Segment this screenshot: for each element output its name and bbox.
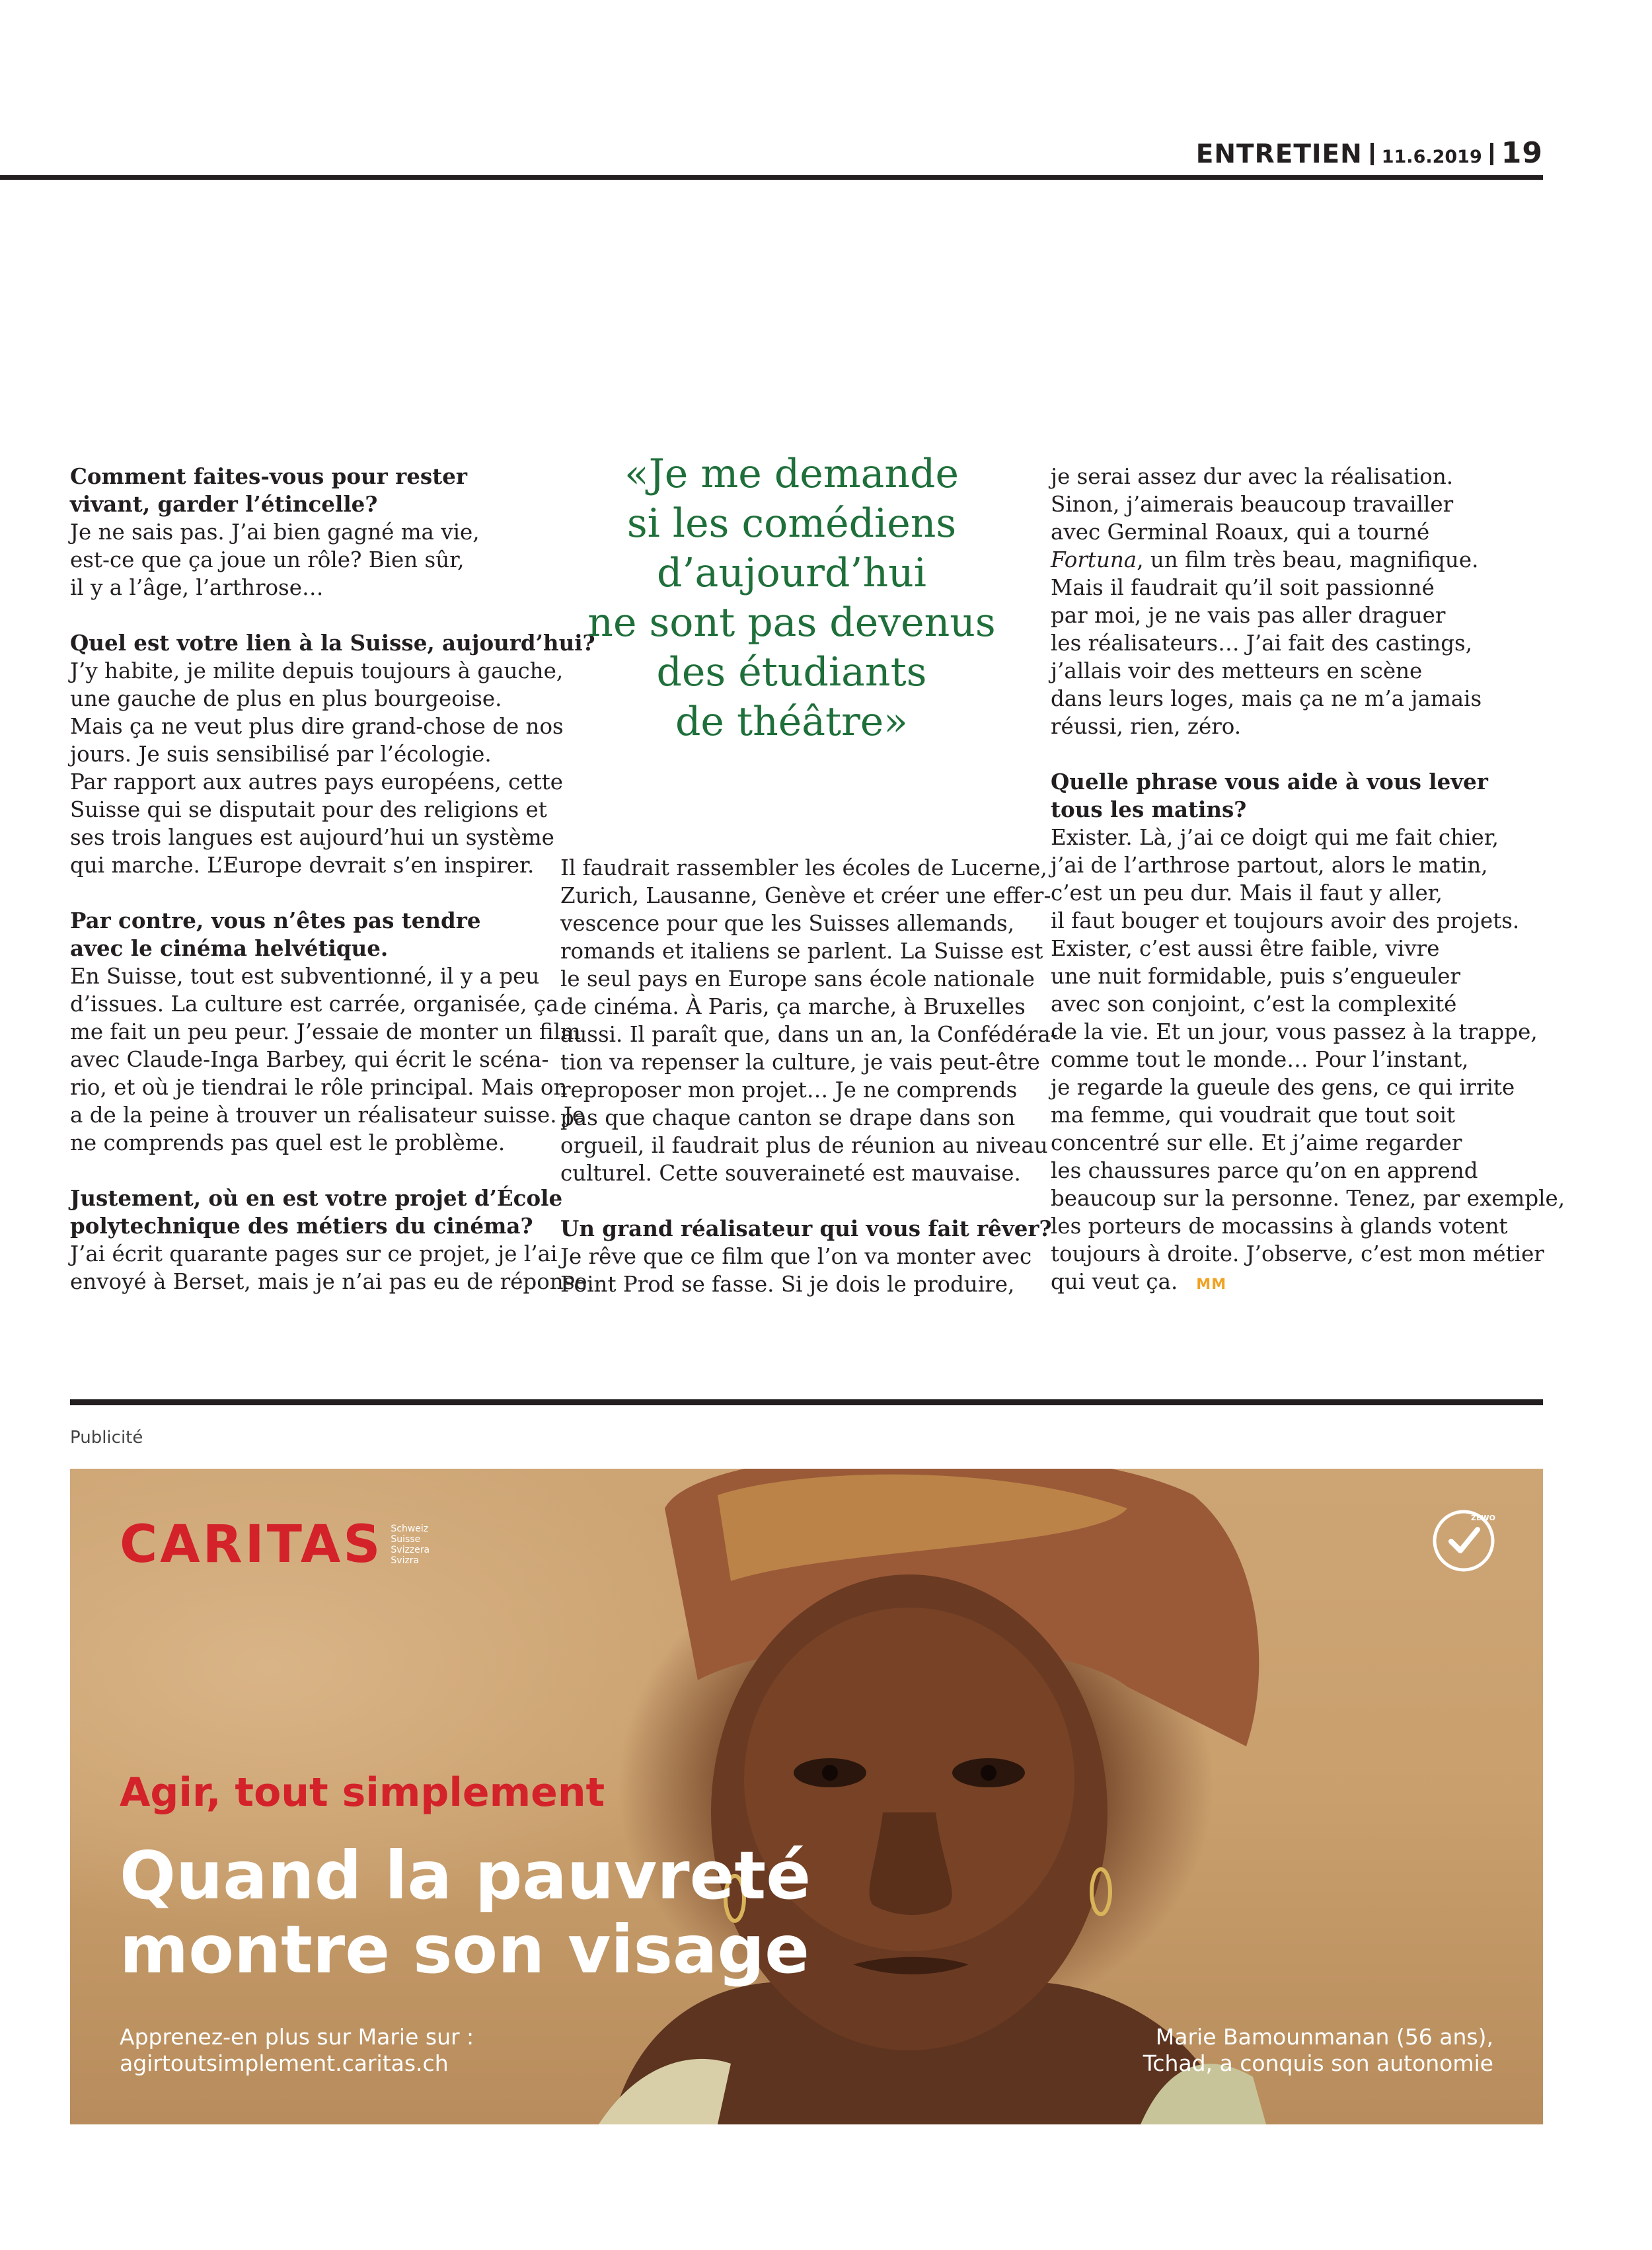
page-number: 19	[1501, 136, 1543, 170]
header-separator	[1370, 143, 1374, 165]
interview-answer: J’y habite, je milite depuis toujours à gauche, une gauche de plus en plus bourgeoise. Mais ça ne veut plus dire grand-chose de nos jours. Je suis sensibilisé par l’écologie. Par rapport aux autres pays européens, cette Suisse qui se disputait pour des religions et ses trois langues est aujourd’hui un système qui marche. L’Europe devrait s’en inspirer.	[70, 658, 564, 878]
caritas-logo	[120, 1515, 430, 1574]
issue-date: 11.6.2019	[1381, 147, 1482, 167]
interview-question: Quel est votre lien à la Suisse, aujourd’hui?	[70, 630, 595, 656]
interview-answer: J’ai écrit quarante pages sur ce projet, je l’ai envoyé à Berset, mais je n’ai pas eu de réponse.	[70, 1241, 594, 1294]
interview-answer: Je ne sais pas. J’ai bien gagné ma vie, est-ce que ça joue un rôle? Bien sûr, il y a l’âge, l’arthrose…	[70, 520, 480, 600]
article-column-2	[560, 854, 1058, 1326]
interview-question: Comment faites-vous pour rester vivant, garder l’étincelle?	[70, 463, 467, 517]
ad-learn-more[interactable]: Apprenez-en plus sur Marie sur : agirtoutsimplement.caritas.ch	[120, 2024, 474, 2076]
interview-question: Justement, où en est votre projet d’École polytechnique des métiers du cinéma?	[70, 1185, 563, 1239]
advertisement-label: Publicité	[70, 1428, 143, 1448]
svg-text:ZEWO: ZEWO	[1471, 1514, 1495, 1522]
caritas-advertisement[interactable]	[70, 1469, 1543, 2124]
ad-separator-rule	[70, 1399, 1543, 1405]
article-column-1	[70, 463, 595, 1323]
header-rule	[0, 175, 1543, 180]
interview-answer: En Suisse, tout est subventionné, il y a peu d’issues. La culture est carrée, organisée, ça me fait un peu peur. J’essaie de monter un film avec Claude-Inga Barbey, qui écrit le scéna- rio, et où je tiendrai le rôle principal. Mais on a de la peine à trouver un réalisateur suisse. Je ne comprends pas quel est le problème.	[70, 964, 585, 1155]
film-title: Fortuna	[1051, 547, 1137, 572]
header-separator	[1490, 143, 1493, 165]
interview-question: Quelle phrase vous aide à vous lever tous les matins?	[1051, 769, 1488, 822]
ad-website-link[interactable]: agirtoutsimplement.caritas.ch	[120, 2050, 449, 2076]
caritas-languages: Schweiz Suisse Svizzera Svizra	[391, 1524, 430, 1566]
zewo-seal-icon	[1431, 1508, 1496, 1573]
section-title: ENTRETIEN	[1195, 139, 1363, 169]
article-column-3	[1051, 463, 1565, 1327]
caritas-wordmark: CARITAS	[120, 1515, 383, 1574]
photo-caption: Marie Bamounmanan (56 ans), Tchad, a conquis son autonomie	[1143, 2024, 1493, 2076]
interview-answer: Je rêve que ce film que l’on va monter avec Point Prod se fasse. Si je dois le produire,	[560, 1244, 1032, 1297]
author-signature: MM	[1196, 1276, 1227, 1293]
ad-headline: Quand la pauvreté montre son visage	[120, 1837, 811, 1988]
interview-question: Par contre, vous n’êtes pas tendre avec le cinéma helvétique.	[70, 908, 481, 961]
interview-question: Un grand réalisateur qui vous fait rêver?	[560, 1216, 1052, 1241]
interview-answer: Exister. Là, j’ai ce doigt qui me fait chier, j’ai de l’arthrose partout, alors le matin, c’est un peu dur. Mais il faut y aller, il faut bouger et toujours avoir des projets. Exister, c’est aussi être faible, vivre une nuit formidable, puis s’engueuler avec son conjoint, c’est la complexité de la vie. Et un jour, vous passez à la trappe, comme tout le monde… Pour l’instant, je regarde la gueule des gens, ce qui irrite ma femme, qui voudrait que tout soit concentré sur elle. Et j’aime regarder les chaussures parce qu’on en apprend beaucoup sur la personne. Tenez, par exemple, les porteurs de mocassins à glands votent toujours à droite. J’observe, c’est mon métier qui veut ça. MM	[1051, 825, 1565, 1294]
page-header	[1196, 136, 1543, 170]
interview-answer: Il faudrait rassembler les écoles de Lucerne, Zurich, Lausanne, Genève et créer une effer- vescence pour que les Suisses allemands, romands et italiens se parlent. La Suisse est le seul pays en Europe sans école nationale de cinéma. À Paris, ça marche, à Bruxelles aussi. Il paraît que, dans un an, la Confédéra- tion va repenser la culture, je vais peut-être reproposer mon projet… Je ne comprends pas que chaque canton se drape dans son orgueil, il faudrait plus de réunion au niveau culturel. Cette souveraineté est mauvaise.	[560, 855, 1058, 1186]
ad-slogan: Agir, tout simplement	[120, 1769, 605, 1816]
interview-answer: je serai assez dur avec la réalisation. Sinon, j’aimerais beaucoup travailler avec Germinal Roaux, qui a tourné Fortuna, un film très beau, magnifique. Mais il faudrait qu’il soit passionné par moi, je ne vais pas aller draguer les réalisateurs… J’ai fait des castings, j’allais voir des metteurs en scène dans leurs loges, mais ça ne m’a jamais réussi, rien, zéro.	[1051, 464, 1482, 739]
pull-quote: «Je me demande si les comédiens d’aujourd’hui ne sont pas devenus des étudiants de théâtre»	[587, 451, 996, 745]
